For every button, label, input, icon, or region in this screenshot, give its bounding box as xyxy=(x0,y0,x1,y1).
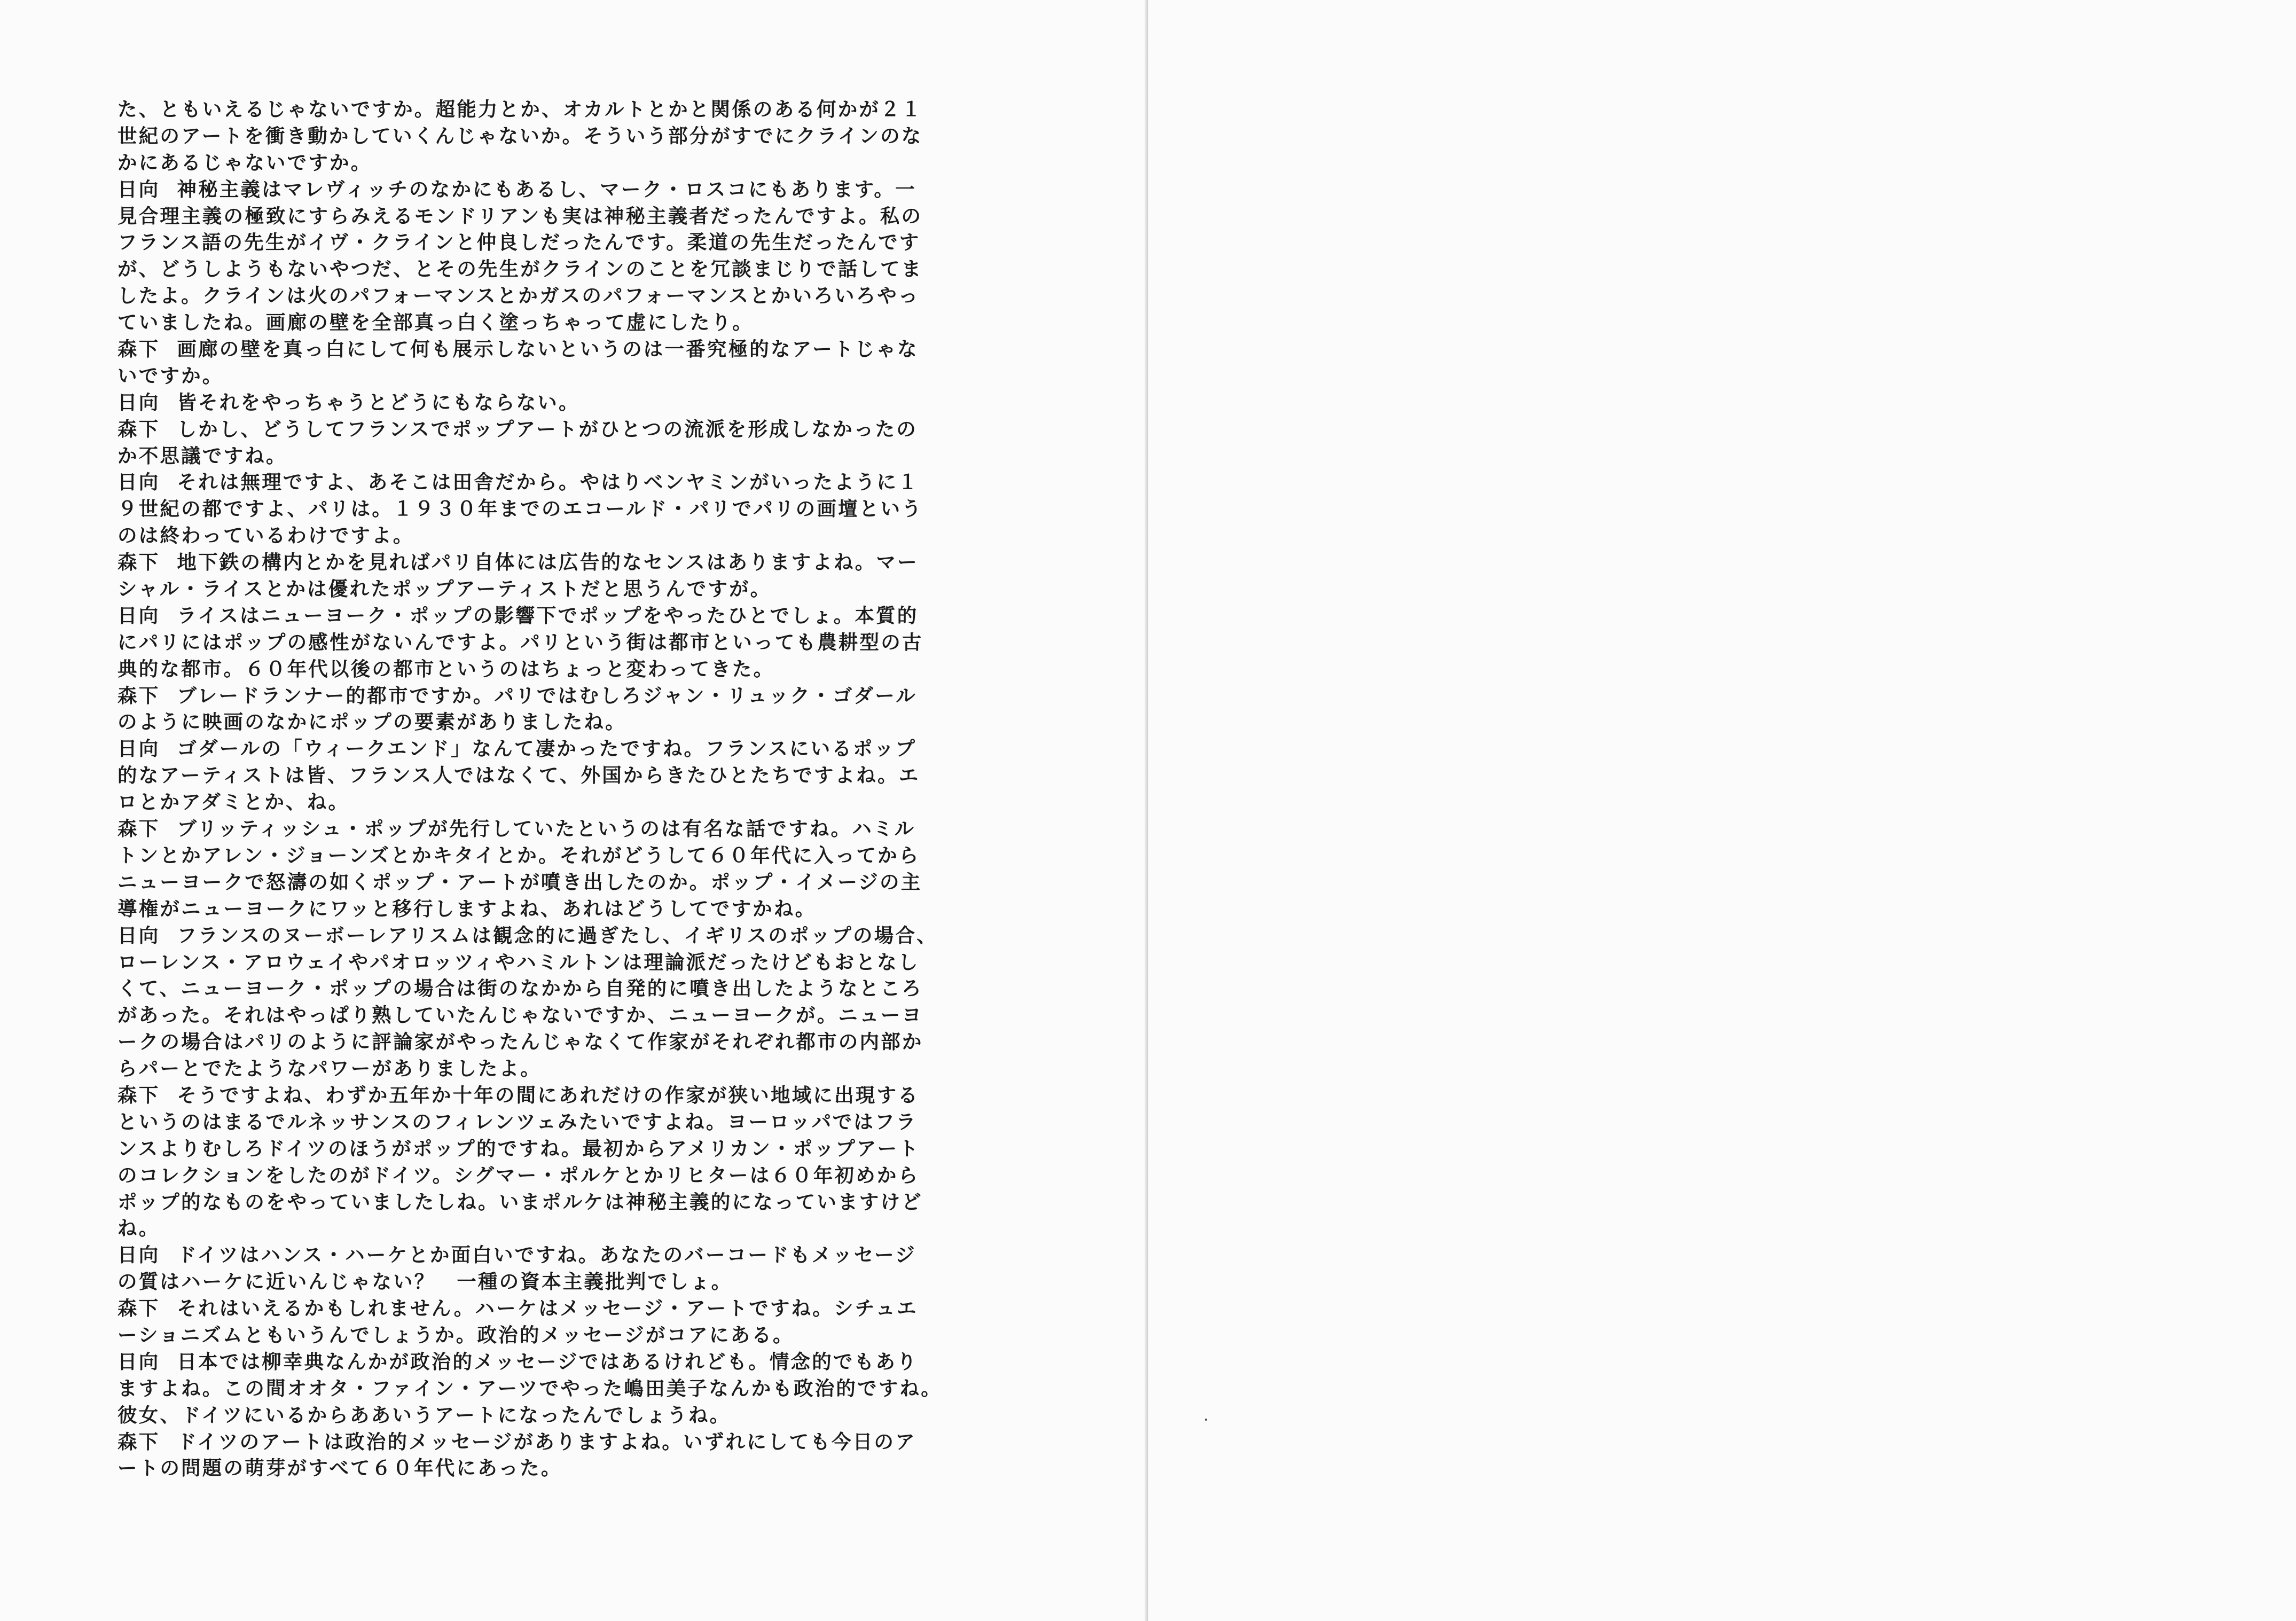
text-line xyxy=(117,1136,1036,1162)
text-line xyxy=(117,842,1036,869)
text-line xyxy=(117,496,1036,522)
line-text: ニューヨークで怒濤の如くポップ・アートが噴き出したのか。ポップ・イメージの主 xyxy=(117,870,922,894)
speaker-label: 日向 xyxy=(117,1350,160,1373)
text-line xyxy=(117,203,1036,230)
text-line xyxy=(117,1402,1036,1429)
line-text: ブレードランナー的都市ですか。パリではむしろジャン・リュック・ゴダール xyxy=(177,684,917,707)
speaker-label: 森下 xyxy=(117,1430,160,1453)
text-line xyxy=(117,602,1036,629)
text-line xyxy=(117,1215,1036,1242)
speaker-label: 日向 xyxy=(117,177,160,201)
line-text: トンとかアレン・ジョーンズとかキタイとか。それがどうして６０年代に入ってから xyxy=(117,843,920,867)
line-text: ドイツはハンス・ハーケとか面白いですね。あなたのバーコードもメッセージ xyxy=(177,1243,916,1267)
line-text: フランス語の先生がイヴ・クラインと仲良しだったんです。柔道の先生だったんです xyxy=(117,231,921,254)
line-text: それは無理ですよ、あそこは田舎だから。やはりベンヤミンがいったように１ xyxy=(177,471,919,494)
text-line xyxy=(117,150,1036,176)
speaker-label: 森下 xyxy=(117,338,160,361)
text-line xyxy=(117,176,1036,203)
line-text: そうですよね、わずか五年か十年の間にあれだけの作家が狭い地域に出現する xyxy=(177,1083,919,1107)
text-line xyxy=(117,1109,1036,1136)
speaker-label: 日向 xyxy=(117,923,160,947)
text-line xyxy=(117,816,1036,842)
line-text: の質はハーケに近いんじゃない？ 一種の資本主義批判でしょ。 xyxy=(117,1270,733,1294)
line-text: 典的な都市。６０年代以後の都市というのはちょっと変わってきた。 xyxy=(117,657,775,680)
text-line xyxy=(117,896,1036,922)
text-line xyxy=(117,975,1036,1002)
text-line xyxy=(117,1322,1036,1349)
line-text: ていましたね。画廊の壁を全部真っ白く塗っちゃって虚にしたり。 xyxy=(117,311,754,334)
text-line xyxy=(117,469,1036,496)
text-line xyxy=(117,1349,1036,1375)
line-text: ローレンス・アロウェイやパオロッツィやハミルトンは理論派だったけどもおとなし xyxy=(117,950,920,974)
text-line xyxy=(117,1082,1036,1109)
text-line xyxy=(117,1242,1036,1268)
text-line xyxy=(117,709,1036,735)
line-text: しかし、どうしてフランスでポップアートがひとつの流派を形成しなかったの xyxy=(177,417,918,441)
text-line xyxy=(117,336,1036,363)
ink-speck xyxy=(1205,1419,1207,1421)
line-text: ゴダールの「ウィークエンド」なんて凄かったですね。フランスにいるポップ xyxy=(177,737,917,761)
line-text: た、ともいえるじゃないですか。超能力とか、オカルトとかと関係のある何かが２１ xyxy=(117,98,923,121)
line-text: いですか。 xyxy=(117,364,224,387)
line-text: 彼女、ドイツにいるからああいうアートになったんでしょうね。 xyxy=(117,1403,731,1427)
speaker-label: 森下 xyxy=(117,417,160,441)
text-line xyxy=(117,1189,1036,1216)
line-text: か不思議ですね。 xyxy=(117,444,287,467)
line-text: 的なアーティストは皆、フランス人ではなくて、外国からきたひとたちですよね。エ xyxy=(117,764,920,787)
text-line xyxy=(117,735,1036,762)
line-text: ね。 xyxy=(117,1217,160,1240)
speaker-label: 森下 xyxy=(117,684,160,707)
text-line xyxy=(117,522,1036,549)
line-text: にパリにはポップの感性がないんですよ。パリという街は都市といっても農耕型の古 xyxy=(117,630,923,654)
line-text: シャル・ライスとかは優れたポップアーティストだと思うんですが。 xyxy=(117,577,772,601)
line-text: 画廊の壁を真っ白にして何も展示しないというのは一番究極的なアートじゃな xyxy=(177,338,919,361)
text-line xyxy=(117,96,1036,123)
line-text: があった。それはやっぱり熟していたんじゃないですか、ニューヨークが。ニューヨ xyxy=(117,1004,923,1027)
line-text: 導権がニューヨークにワッと移行しますよね、あれはどうしてですかね。 xyxy=(117,897,817,920)
text-line xyxy=(117,443,1036,469)
line-text: というのはまるでルネッサンスのフィレンツェみたいですよね。ヨーロッパではフラ xyxy=(117,1110,918,1133)
text-line xyxy=(117,1029,1036,1055)
text-line xyxy=(117,789,1036,816)
text-line xyxy=(117,363,1036,389)
line-text: 皆それをやっちゃうとどうにもならない。 xyxy=(177,390,580,414)
speaker-label: 森下 xyxy=(117,817,160,841)
line-text: のように映画のなかにポップの要素がありましたね。 xyxy=(117,710,626,734)
text-line xyxy=(117,256,1036,283)
line-text: ポップ的なものをやっていましたしね。いまポルケは神秘主義的になっていますけど xyxy=(117,1190,923,1213)
text-line xyxy=(117,283,1036,309)
speaker-label: 日向 xyxy=(117,471,160,494)
text-line xyxy=(117,869,1036,896)
left-page-text xyxy=(117,96,1036,1482)
text-line xyxy=(117,229,1036,256)
text-line xyxy=(117,389,1036,416)
speaker-label: 日向 xyxy=(117,604,160,627)
line-text: フランスのヌーボーレアリスムは観念的に過ぎたし、イギリスのポップの場合、 xyxy=(177,923,938,947)
line-text: 日本では柳幸典なんかが政治的メッセージではあるけれども。情念的でもあり xyxy=(177,1350,918,1373)
text-line xyxy=(117,1295,1036,1322)
text-line xyxy=(117,309,1036,336)
speaker-label: 日向 xyxy=(117,1243,160,1267)
line-text: ロとかアダミとか、ね。 xyxy=(117,790,350,814)
line-text: ドイツのアートは政治的メッセージがありますよね。いずれにしても今日のア xyxy=(177,1430,916,1453)
line-text: のは終わっているわけですよ。 xyxy=(117,524,414,547)
line-text: それはいえるかもしれません。ハーケはメッセージ・アートですね。シチュエ xyxy=(177,1297,918,1320)
line-text: 世紀のアートを衝き動かしていくんじゃないか。そういう部分がすでにクラインのな xyxy=(117,124,923,147)
text-line xyxy=(117,1055,1036,1082)
text-line xyxy=(117,656,1036,683)
text-line xyxy=(117,576,1036,602)
text-line xyxy=(117,629,1036,656)
line-text: ーショニズムともいうんでしょうか。政治的メッセージがコアにある。 xyxy=(117,1323,794,1346)
text-line xyxy=(117,549,1036,576)
speaker-label: 森下 xyxy=(117,1083,160,1107)
right-page xyxy=(1148,0,2296,1621)
line-text: 見合理主義の極致にすらみえるモンドリアンも実は神秘主義者だったんですよ。私の xyxy=(117,204,923,228)
text-line xyxy=(117,949,1036,976)
text-line xyxy=(117,922,1036,949)
speaker-label: 日向 xyxy=(117,737,160,761)
line-text: ますよね。この間オオタ・ファイン・アーツでやった嶋田美子なんかも政治的ですね。 xyxy=(117,1376,942,1400)
line-text: らパーとでたようなパワーがありましたよ。 xyxy=(117,1057,542,1080)
line-text: 神秘主義はマレヴィッチのなかにもあるし、マーク・ロスコにもあります。一 xyxy=(177,177,916,201)
text-line xyxy=(117,762,1036,789)
text-line xyxy=(117,1375,1036,1402)
text-line xyxy=(117,1455,1036,1482)
line-text: ９世紀の都ですよ、パリは。１９３０年までのエコールド・パリでパリの画壇という xyxy=(117,497,923,521)
line-text: したよ。クラインは火のパフォーマンスとかガスのパフォーマンスとかいろいろやっ xyxy=(117,284,920,308)
line-text: かにあるじゃないですか。 xyxy=(117,151,372,174)
text-line xyxy=(117,123,1036,150)
speaker-label: 森下 xyxy=(117,1297,160,1320)
line-text: ートの問題の萌芽がすべて６０年代にあった。 xyxy=(117,1456,562,1480)
text-line xyxy=(117,416,1036,443)
line-text: ブリッティッシュ・ポップが先行していたというのは有名な話ですね。ハミル xyxy=(177,817,916,841)
text-line xyxy=(117,1268,1036,1295)
speaker-label: 日向 xyxy=(117,390,160,414)
speaker-label: 森下 xyxy=(117,551,160,574)
line-text: が、どうしようもないやつだ、とその先生がクラインのことを冗談まじりで話してま xyxy=(117,257,923,281)
line-text: ライスはニューヨーク・ポップの影響下でポップをやったひとでしょ。本質的 xyxy=(177,604,919,627)
text-line xyxy=(117,683,1036,709)
line-text: くて、ニューヨーク・ポップの場合は街のなかから自発的に噴き出したようなところ xyxy=(117,977,923,1000)
text-line xyxy=(117,1429,1036,1455)
text-line xyxy=(117,1162,1036,1189)
line-text: のコレクションをしたのがドイツ。シグマー・ポルケとかリヒターは６０年初めから xyxy=(117,1163,920,1187)
line-text: 地下鉄の構内とかを見ればパリ自体には広告的なセンスはありますよね。マー xyxy=(177,551,919,574)
line-text: ンスよりむしろドイツのほうがポップ的ですね。最初からアメリカン・ポップアート xyxy=(117,1137,920,1160)
line-text: ークの場合はパリのように評論家がやったんじゃなくて作家がそれぞれ都市の内部か xyxy=(117,1030,923,1054)
text-line xyxy=(117,1002,1036,1029)
